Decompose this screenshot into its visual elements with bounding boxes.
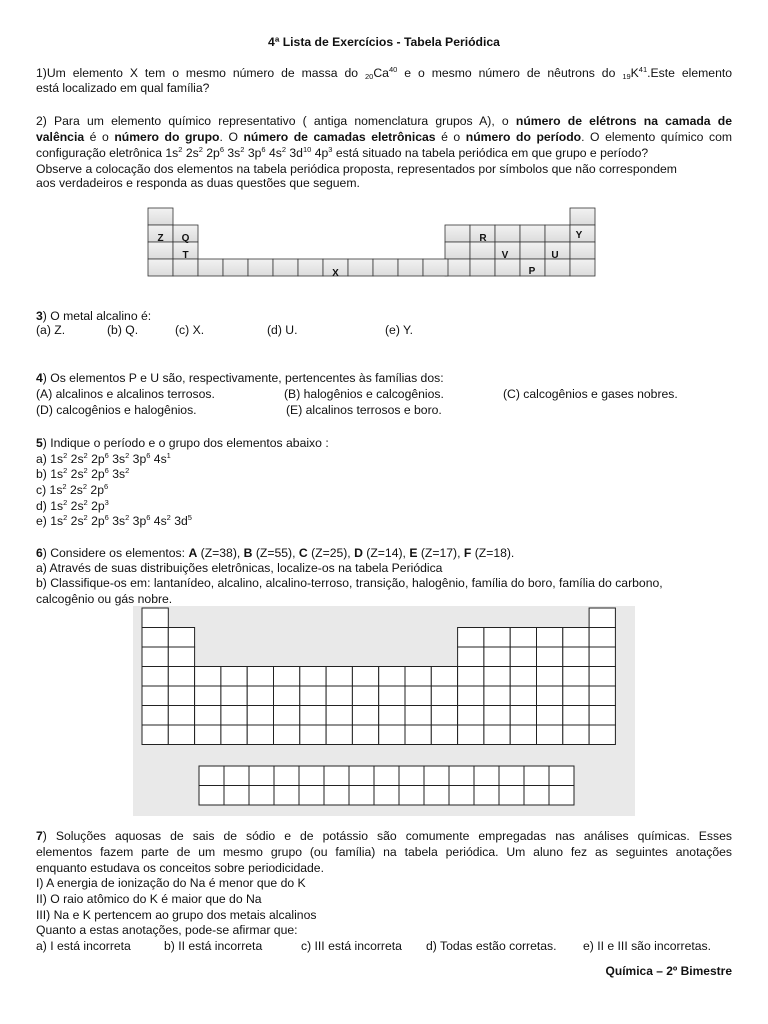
table-cell: [445, 259, 470, 276]
q3-option-d: (d) U.: [267, 323, 298, 337]
page-title: 4ª Lista de Exercícios - Tabela Periódica: [268, 35, 500, 49]
table-cell: [474, 786, 499, 806]
table-cell: [300, 667, 326, 687]
table-cell: [326, 667, 352, 687]
table-cell: [223, 259, 248, 276]
table-cell: [589, 667, 615, 687]
table-cell: [495, 259, 520, 276]
table-cell: [142, 725, 168, 745]
table-cell: [423, 259, 448, 276]
table-cell: [470, 242, 495, 259]
table-cell: [445, 242, 470, 259]
table-cell: [524, 766, 549, 786]
table-cell: [470, 259, 495, 276]
table-cell: [274, 725, 300, 745]
q7-option-e: e) II e III são incorretas.: [583, 939, 712, 953]
table-cell: [510, 647, 536, 667]
q6-item-a: a) Através de suas distribuições eletrônicas, localize-os na tabela Periódica: [36, 561, 443, 575]
table-cell: [589, 608, 615, 628]
table-cell: [352, 667, 378, 687]
symbol-t: T: [182, 250, 189, 261]
table-cell: [142, 667, 168, 687]
table-cell: [248, 259, 273, 276]
table-cell: [458, 647, 484, 667]
table-cell: [195, 725, 221, 745]
table-cell: [449, 766, 474, 786]
table-cell: [199, 786, 224, 806]
table-cell: [274, 667, 300, 687]
table-cell: [299, 786, 324, 806]
table-cell: [484, 647, 510, 667]
q4-option-a: (A) alcalinos e alcalinos terrosos.: [36, 387, 215, 401]
table-cell: [379, 725, 405, 745]
table-cell: [431, 667, 457, 687]
table-cell: [537, 647, 563, 667]
table-cell: [374, 786, 399, 806]
q5-item-d: d) $1s^2$ $2s^2$ $2p^3$: [36, 498, 109, 513]
q4-option-d: (D) calcogênios e halogênios.: [36, 403, 197, 417]
table-cell: [545, 225, 570, 242]
table-cell: [563, 647, 589, 667]
table-cell: [195, 706, 221, 726]
symbol-v: V: [501, 250, 509, 261]
table-cell: [458, 686, 484, 706]
table-cell: [449, 786, 474, 806]
table-cell: [374, 766, 399, 786]
table-cell: [510, 667, 536, 687]
table-cell: [458, 667, 484, 687]
table-cell: [495, 225, 520, 242]
table-cell: [348, 259, 373, 276]
q3-option-c: (c) X.: [175, 323, 205, 337]
table-cell: [168, 647, 194, 667]
table-cell: [398, 259, 423, 276]
q7-option-b: b) II está incorreta: [164, 939, 263, 953]
table-cell: [168, 706, 194, 726]
table-cell: [520, 242, 545, 259]
table-cell: [424, 786, 449, 806]
table-cell: [249, 766, 274, 786]
table-cell: [405, 725, 431, 745]
table-cell: [142, 628, 168, 648]
table-cell: [399, 786, 424, 806]
table-cell: [352, 686, 378, 706]
table-cell: [549, 766, 574, 786]
table-cell: [499, 766, 524, 786]
table-cell: [273, 259, 298, 276]
table-cell: [324, 766, 349, 786]
table-cell: [195, 686, 221, 706]
table-cell: [274, 766, 299, 786]
q7-option-c: c) III está incorreta: [301, 939, 402, 953]
table-cell: [221, 667, 247, 687]
table-cell: [563, 725, 589, 745]
symbol-y: Y: [575, 230, 583, 241]
table-cell: [379, 706, 405, 726]
table-cell: [563, 706, 589, 726]
table-cell: [274, 786, 299, 806]
q7-line1: 7) Soluções aquosas de sais de sódio e de potássio são comumente empregadas nas análises químicas. Esses: [36, 829, 732, 843]
symbol-p: P: [528, 266, 536, 277]
q3-option-b: (b) Q.: [107, 323, 139, 337]
q7-line2: elementos fazem parte de um mesmo grupo (ou família) na tabela periódica. Um aluno fez as seguintes anotações: [36, 845, 732, 859]
table-cell: [168, 667, 194, 687]
table-cell: [326, 725, 352, 745]
table-cell: [431, 686, 457, 706]
q2-line4: Observe a colocação dos elementos na tabela periódica proposta, representados por símbolos que não correspondem: [36, 162, 677, 176]
table-cell: [484, 725, 510, 745]
symbol-r: R: [479, 233, 487, 244]
table-cell: [373, 259, 398, 276]
q1-line1: 1)Um elemento X tem o mesmo número de massa do $_{20}Ca^{40}$ e o mesmo número de nêutrons do $_{19}K^{41}.Este$ elemento: [36, 65, 733, 81]
table-cell: [148, 242, 173, 259]
q1-line2: está localizado em qual família?: [36, 81, 210, 95]
q7-statement-iii: III) Na e K pertencem ao grupo dos metais alcalinos: [36, 908, 317, 922]
periodic-table-blank: [133, 606, 635, 816]
table-cell: [458, 725, 484, 745]
table-cell: [247, 686, 273, 706]
q7-statement-i: I) A energia de ionização do Na é menor que do K: [36, 876, 306, 890]
q7-option-a: a) I está incorreta: [36, 939, 131, 953]
table-cell: [537, 667, 563, 687]
table-cell: [570, 208, 595, 225]
table-cell: [326, 706, 352, 726]
table-cell: [274, 686, 300, 706]
table-cell: [589, 628, 615, 648]
table-cell: [458, 628, 484, 648]
table-cell: [431, 725, 457, 745]
table-cell: [352, 706, 378, 726]
table-cell: [537, 686, 563, 706]
table-cell: [570, 259, 595, 276]
table-cell: [484, 628, 510, 648]
table-cell: [589, 725, 615, 745]
q4-option-b: (B) halogênios e calcogênios.: [284, 387, 444, 401]
q7-option-d: d) Todas estão corretas.: [426, 939, 557, 953]
table-cell: [510, 706, 536, 726]
table-cell: [349, 786, 374, 806]
table-cell: [324, 786, 349, 806]
table-cell: [474, 766, 499, 786]
table-cell: [195, 667, 221, 687]
table-cell: [247, 725, 273, 745]
table-cell: [484, 686, 510, 706]
table-cell: [326, 686, 352, 706]
q2-line3: configuração eletrônica $1s^2$ $2s^2$ $2p^6$ $3s^2$ $3p^6$ $4s^2$ $3d^{10}$ $4p^3$ está situado na tabela periódica em que grupo e período?: [36, 145, 649, 160]
q3-stem: 3) O metal alcalino é:: [36, 309, 152, 323]
table-cell: [199, 766, 224, 786]
symbol-q: Q: [181, 233, 190, 244]
table-cell: [524, 786, 549, 806]
table-cell: [142, 686, 168, 706]
table-cell: [510, 725, 536, 745]
table-cell: [298, 259, 323, 276]
q6-stem: 6) Considere os elementos: A (Z=38), B (Z=55), C (Z=25), D (Z=14), E (Z=17), F (Z=18).: [36, 546, 515, 560]
table-cell: [563, 686, 589, 706]
q4-stem: 4) Os elementos P e U são, respectivamente, pertencentes às famílias dos:: [36, 371, 444, 385]
table-cell: [563, 628, 589, 648]
table-cell: [458, 706, 484, 726]
table-cell: [484, 667, 510, 687]
table-cell: [299, 766, 324, 786]
table-cell: [221, 725, 247, 745]
table-cell: [148, 259, 173, 276]
table-cell: [379, 686, 405, 706]
symbol-u: U: [551, 250, 559, 261]
q6-item-b-cont: calcogênio ou gás nobre.: [36, 592, 173, 606]
q2-line1: 2) Para um elemento químico representativo ( antiga nomenclatura grupos A), o número de elétrons na camada de: [36, 114, 732, 128]
table-cell: [405, 706, 431, 726]
symbol-z: Z: [157, 233, 164, 244]
table-cell: [589, 647, 615, 667]
periodic-table-simplified: [140, 200, 610, 295]
table-cell: [563, 667, 589, 687]
table-cell: [431, 706, 457, 726]
table-cell: [142, 608, 168, 628]
q6-item-b: b) Classifique-os em: lantanídeo, alcalino, alcalino-terroso, transição, halogênio, família do boro, família do carbono,: [36, 576, 663, 590]
table-cell: [424, 766, 449, 786]
table-cell: [224, 786, 249, 806]
table-cell: [148, 208, 173, 225]
q2-line5: aos verdadeiros e responda as duas questões que seguem.: [36, 176, 360, 190]
table-cell: [510, 686, 536, 706]
table-cell: [173, 259, 198, 276]
table-cell: [352, 725, 378, 745]
table-cell: [221, 686, 247, 706]
table-cell: [570, 242, 595, 259]
table-cell: [247, 667, 273, 687]
table-cell: [300, 706, 326, 726]
table-cell: [142, 706, 168, 726]
q4-option-c: (C) calcogênios e gases nobres.: [503, 387, 678, 401]
table-cell: [224, 766, 249, 786]
table-cell: [399, 766, 424, 786]
q4-option-e: (E) alcalinos terrosos e boro.: [286, 403, 442, 417]
table-cell: [549, 786, 574, 806]
table-cell: [405, 686, 431, 706]
q5-item-b: b) $1s^2$ $2s^2$ $2p^6$ $3s^2$: [36, 466, 130, 481]
table-cell: [168, 628, 194, 648]
table-cell: [300, 686, 326, 706]
table-cell: [168, 725, 194, 745]
table-cell: [168, 686, 194, 706]
q5-item-c: c) $1s^2$ $2s^2$ $2p^6$: [36, 482, 109, 497]
table-cell: [142, 647, 168, 667]
table-cell: [537, 706, 563, 726]
table-cell: [445, 225, 470, 242]
table-cell: [198, 259, 223, 276]
table-cell: [249, 786, 274, 806]
q2-line2: valência é o número do grupo. O número de camadas eletrônicas é o número do período. O elemento químico com: [36, 130, 733, 144]
q5-item-e: e) $1s^2$ $2s^2$ $2p^6$ $3s^2$ $3p^6$ $4s^2$ $3d^5$: [36, 513, 192, 528]
table-cell: [247, 706, 273, 726]
q5-stem: 5) Indique o período e o grupo dos elementos abaixo :: [36, 436, 329, 450]
q7-line3: enquanto estudava os conceitos sobre periodicidade.: [36, 861, 324, 875]
table-cell: [221, 706, 247, 726]
table-cell: [545, 259, 570, 276]
q5-item-a: a) $1s^2$ $2s^2$ $2p^6$ $3s^2$ $3p^6$ $4s^1$: [36, 451, 171, 466]
table-cell: [499, 786, 524, 806]
q3-option-a: (a) Z.: [36, 323, 66, 337]
table-cell: [349, 766, 374, 786]
q7-statement-ii: II) O raio atômico do K é maior que do Na: [36, 892, 262, 906]
table-cell: [589, 686, 615, 706]
table-cell: [274, 706, 300, 726]
table-cell: [570, 225, 595, 242]
table-cell: [589, 706, 615, 726]
q7-ask: Quanto a estas anotações, pode-se afirmar que:: [36, 923, 298, 937]
footer-subject: Química – 2º Bimestre: [605, 964, 732, 978]
table-cell: [510, 628, 536, 648]
table-cell: [537, 725, 563, 745]
table-cell: [537, 628, 563, 648]
table-cell: [300, 725, 326, 745]
table-cell: [379, 667, 405, 687]
table-cell: [520, 225, 545, 242]
table-cell: [484, 706, 510, 726]
q3-option-e: (e) Y.: [385, 323, 414, 337]
symbol-x: X: [332, 268, 339, 279]
table-cell: [405, 667, 431, 687]
